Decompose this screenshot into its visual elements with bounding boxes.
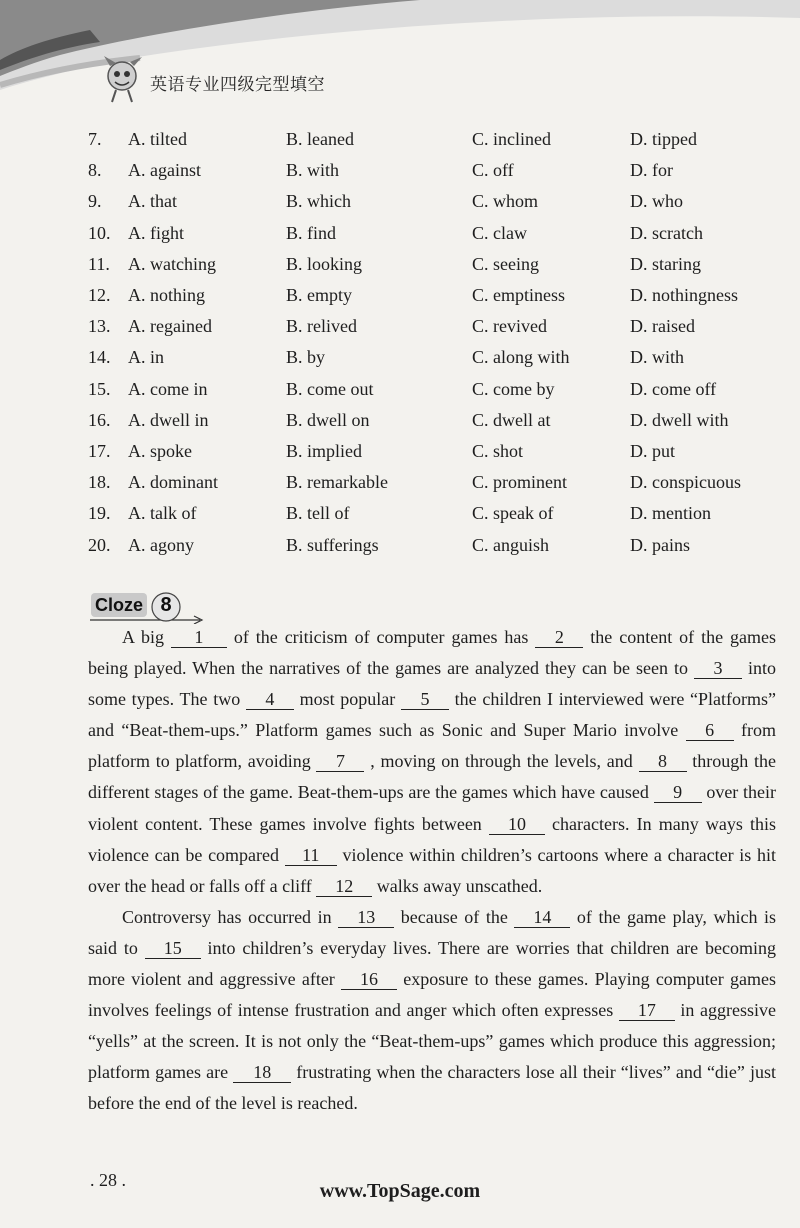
passage-text: exposure to these games. Playing computer games involves feelings of intense frustration and anger which often expresses: [88, 969, 776, 1021]
option-c: C. along with: [472, 347, 570, 368]
passage-text: A big: [122, 627, 171, 647]
option-row: [88, 374, 788, 405]
option-d: D. tipped: [630, 129, 697, 150]
question-number: 10.: [88, 222, 111, 243]
option-d: D. conspicuous: [630, 472, 741, 493]
blank-2: 2: [535, 627, 583, 648]
option-b: B. dwell on: [286, 409, 370, 430]
option-b: B. which: [286, 191, 351, 212]
blank-10: 10: [489, 814, 545, 835]
option-b: B. leaned: [286, 129, 354, 150]
option-a: A. tilted: [128, 129, 187, 150]
blank-17: 17: [619, 1000, 675, 1021]
blank-13: 13: [338, 907, 394, 928]
option-d: D. with: [630, 347, 684, 368]
blank-18: 18: [233, 1062, 291, 1083]
blank-3: 3: [694, 658, 742, 679]
page-number: . 28 .: [90, 1170, 126, 1190]
question-number: 16.: [88, 409, 111, 430]
passage-paragraph-1: [88, 622, 776, 902]
option-a: A. agony: [128, 534, 194, 555]
options-list: [88, 124, 788, 561]
question-number: 12.: [88, 285, 111, 306]
blank-14: 14: [514, 907, 570, 928]
passage-text: in aggressive “yells” at the screen. It is not only the “Beat-them-ups” games which produce this aggression; platform games are: [88, 1000, 776, 1083]
passage-text: Controversy has occurred in: [122, 906, 339, 927]
passage-text: , moving on through the levels, and: [364, 751, 639, 772]
option-row: [88, 280, 788, 311]
passage-text: into children’s everyday lives. There are worries that children are becoming more violent and aggressive after: [88, 937, 776, 990]
option-d: D. who: [630, 191, 683, 212]
option-b: B. sufferings: [286, 534, 379, 555]
option-d: D. come off: [630, 378, 717, 399]
option-a: A. in: [128, 347, 164, 368]
passage-text: most popular: [293, 689, 401, 710]
option-row: [88, 124, 788, 155]
option-a: A. dwell in: [128, 409, 209, 430]
option-row: [88, 529, 788, 560]
option-a: A. talk of: [128, 503, 197, 524]
question-number: 9.: [88, 191, 102, 212]
option-c: C. come by: [472, 378, 555, 399]
option-d: D. dwell with: [630, 409, 729, 430]
cloze-number: 8: [160, 594, 172, 616]
option-row: [88, 498, 788, 529]
option-d: D. put: [630, 440, 675, 461]
option-b: B. looking: [286, 253, 363, 274]
passage-text: into some types. The two: [88, 658, 776, 710]
passage-text: violence within children’s cartoons where a character is hit over the head or falls off a cliff: [88, 844, 776, 896]
option-c: C. inclined: [472, 129, 551, 150]
option-a: A. come in: [128, 378, 208, 399]
blank-6: 6: [686, 720, 734, 741]
option-d: D. staring: [630, 253, 701, 274]
option-a: A. dominant: [128, 472, 218, 493]
option-row: [88, 218, 788, 249]
blank-7: 7: [316, 751, 364, 772]
option-a: A. watching: [128, 253, 216, 274]
passage-text: through the different stages of the game. Beat-them-ups are the games which have caused: [88, 751, 776, 803]
option-row: [88, 467, 788, 498]
option-d: D. scratch: [630, 222, 703, 243]
passage-text: walks away unscathed.: [372, 875, 543, 896]
question-number: 14.: [88, 347, 111, 368]
footer-website: www.TopSage.com: [319, 1180, 481, 1202]
option-a: A. that: [128, 191, 177, 212]
passage-text: characters. In many ways this violence can be compared: [88, 813, 776, 865]
blank-11: 11: [285, 845, 337, 866]
option-d: D. pains: [630, 534, 690, 555]
option-b: B. by: [286, 347, 326, 368]
option-a: A. against: [128, 160, 201, 181]
passage-paragraph-2: [88, 902, 776, 1120]
passage-text: of the game play, which is said to: [88, 906, 777, 958]
passage: [88, 622, 776, 1120]
blank-9: 9: [654, 782, 702, 803]
option-row: [88, 311, 788, 342]
option-row: [88, 249, 788, 280]
passage-text: over their violent content. These games involve fights between: [88, 782, 777, 834]
option-c: C. off: [472, 160, 514, 181]
option-b: B. find: [286, 222, 337, 243]
option-c: C. seeing: [472, 253, 539, 274]
option-d: D. for: [630, 160, 673, 181]
passage-text: of the criticism of computer games has: [226, 627, 536, 647]
option-row: [88, 405, 788, 436]
option-row: [88, 155, 788, 186]
blank-4: 4: [246, 689, 294, 710]
option-row: [88, 436, 788, 467]
option-b: B. relived: [286, 316, 357, 337]
option-d: D. raised: [630, 316, 695, 337]
option-d: D. mention: [630, 503, 711, 524]
passage-text: the content of the games being played. When the narratives of the games are analyzed they can be seen to: [88, 627, 776, 679]
option-c: C. prominent: [472, 472, 567, 493]
question-number: 7.: [88, 129, 102, 150]
option-a: A. spoke: [128, 440, 192, 461]
blank-12: 12: [316, 876, 372, 897]
option-c: C. anguish: [472, 534, 550, 555]
question-number: 19.: [88, 503, 111, 524]
option-c: C. speak of: [472, 503, 554, 524]
option-b: B. remarkable: [286, 472, 388, 493]
option-row: [88, 186, 788, 217]
blank-8: 8: [639, 751, 687, 772]
option-b: B. with: [286, 160, 340, 181]
passage-text: from platform to platform, avoiding: [88, 720, 776, 772]
option-a: A. nothing: [128, 285, 206, 306]
option-a: A. fight: [128, 222, 184, 243]
cloze-label: Cloze: [91, 593, 147, 617]
option-b: B. empty: [286, 285, 352, 306]
option-b: B. come out: [286, 378, 374, 399]
blank-5: 5: [401, 689, 449, 710]
passage-text: frustrating when the characters lose all their “lives” and “die” just before the end of the level is reached.: [88, 1062, 777, 1114]
option-c: C. emptiness: [472, 285, 565, 306]
question-number: 15.: [88, 378, 111, 399]
cartoon-character-icon: [96, 54, 148, 104]
header-title: 英语专业四级完型填空: [150, 75, 325, 95]
question-number: 8.: [88, 160, 102, 181]
option-c: C. whom: [472, 191, 539, 212]
question-number: 17.: [88, 440, 111, 461]
option-b: B. tell of: [286, 503, 350, 524]
passage-text: because of the: [394, 906, 515, 927]
option-c: C. shot: [472, 440, 524, 461]
option-b: B. implied: [286, 440, 362, 461]
blank-1: 1: [171, 627, 227, 648]
blank-16: 16: [341, 969, 397, 990]
question-number: 18.: [88, 472, 111, 493]
option-a: A. regained: [128, 316, 212, 337]
option-c: C. revived: [472, 316, 547, 337]
option-d: D. nothingness: [630, 285, 738, 306]
option-c: C. dwell at: [472, 409, 551, 430]
option-row: [88, 342, 788, 373]
option-c: C. claw: [472, 222, 527, 243]
question-number: 20.: [88, 534, 111, 555]
passage-text: the children I interviewed were “Platforms” and “Beat-them-ups.” Platform games such as Sonic and Super Mario involve: [88, 689, 776, 741]
question-number: 13.: [88, 316, 111, 337]
question-number: 11.: [88, 253, 110, 274]
blank-15: 15: [145, 938, 201, 959]
